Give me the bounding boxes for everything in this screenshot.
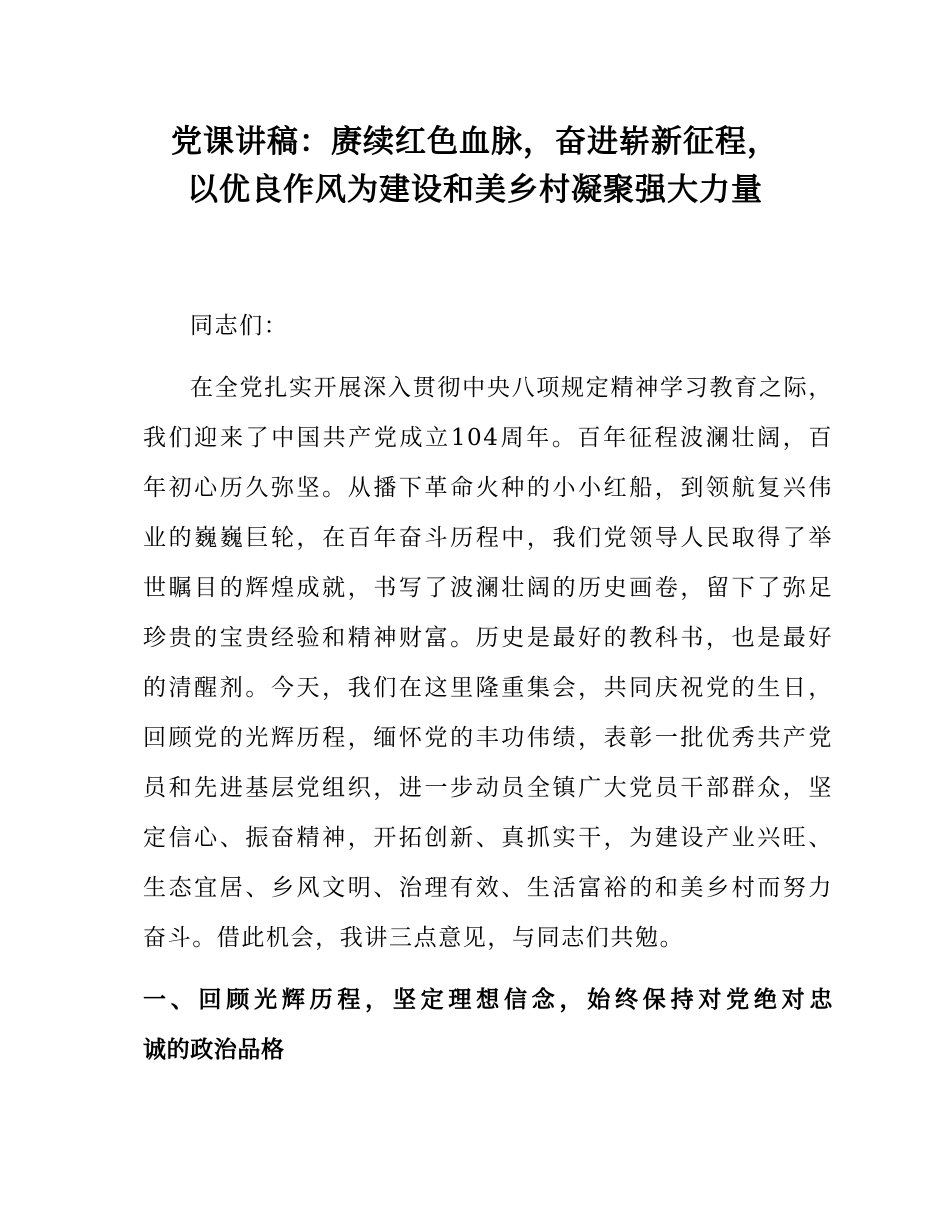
- section-heading-line: 诚的政治品格: [143, 1037, 285, 1063]
- document-title-line-1: 党课讲稿：赓续红色血脉，奋进崭新征程，: [171, 124, 779, 160]
- paragraph-line: 在全党扎实开展深入贯彻中央八项规定精神学习教育之际，: [190, 375, 833, 401]
- section-heading-line: 一、回顾光辉历程，坚定理想信念，始终保持对党绝对忠: [143, 987, 833, 1013]
- paragraph-line: 年初心历久弥坚。从播下革命火种的小小红船，到领航复兴伟: [143, 475, 833, 501]
- paragraph-line: 珍贵的宝贵经验和精神财富。历史是最好的教科书，也是最好: [143, 625, 833, 651]
- paragraph-line: 生态宜居、乡风文明、治理有效、生活富裕的和美乡村而努力: [143, 875, 833, 901]
- paragraph-line: 回顾党的光辉历程，缅怀党的丰功伟绩，表彰一批优秀共产党: [143, 725, 833, 751]
- paragraph-line: 员和先进基层党组织，进一步动员全镇广大党员干部群众，坚: [143, 775, 833, 801]
- paragraph-line: 业的巍巍巨轮，在百年奋斗历程中，我们党领导人民取得了举: [143, 525, 833, 551]
- paragraph-line: 我们迎来了中国共产党成立104周年。百年征程波澜壮阔，百: [143, 425, 833, 451]
- paragraph-line: 奋斗。借此机会，我讲三点意见，与同志们共勉。: [143, 925, 685, 951]
- salutation: 同志们：: [190, 313, 289, 339]
- document-title-line-2: 以优良作风为建设和美乡村凝聚强大力量: [187, 172, 763, 208]
- paragraph-line: 的清醒剂。今天，我们在这里隆重集会，共同庆祝党的生日，: [143, 675, 833, 701]
- paragraph-line: 定信心、振奋精神，开拓创新、真抓实干，为建设产业兴旺、: [143, 825, 833, 851]
- paragraph-line: 世瞩目的辉煌成就，书写了波澜壮阔的历史画卷，留下了弥足: [143, 575, 833, 601]
